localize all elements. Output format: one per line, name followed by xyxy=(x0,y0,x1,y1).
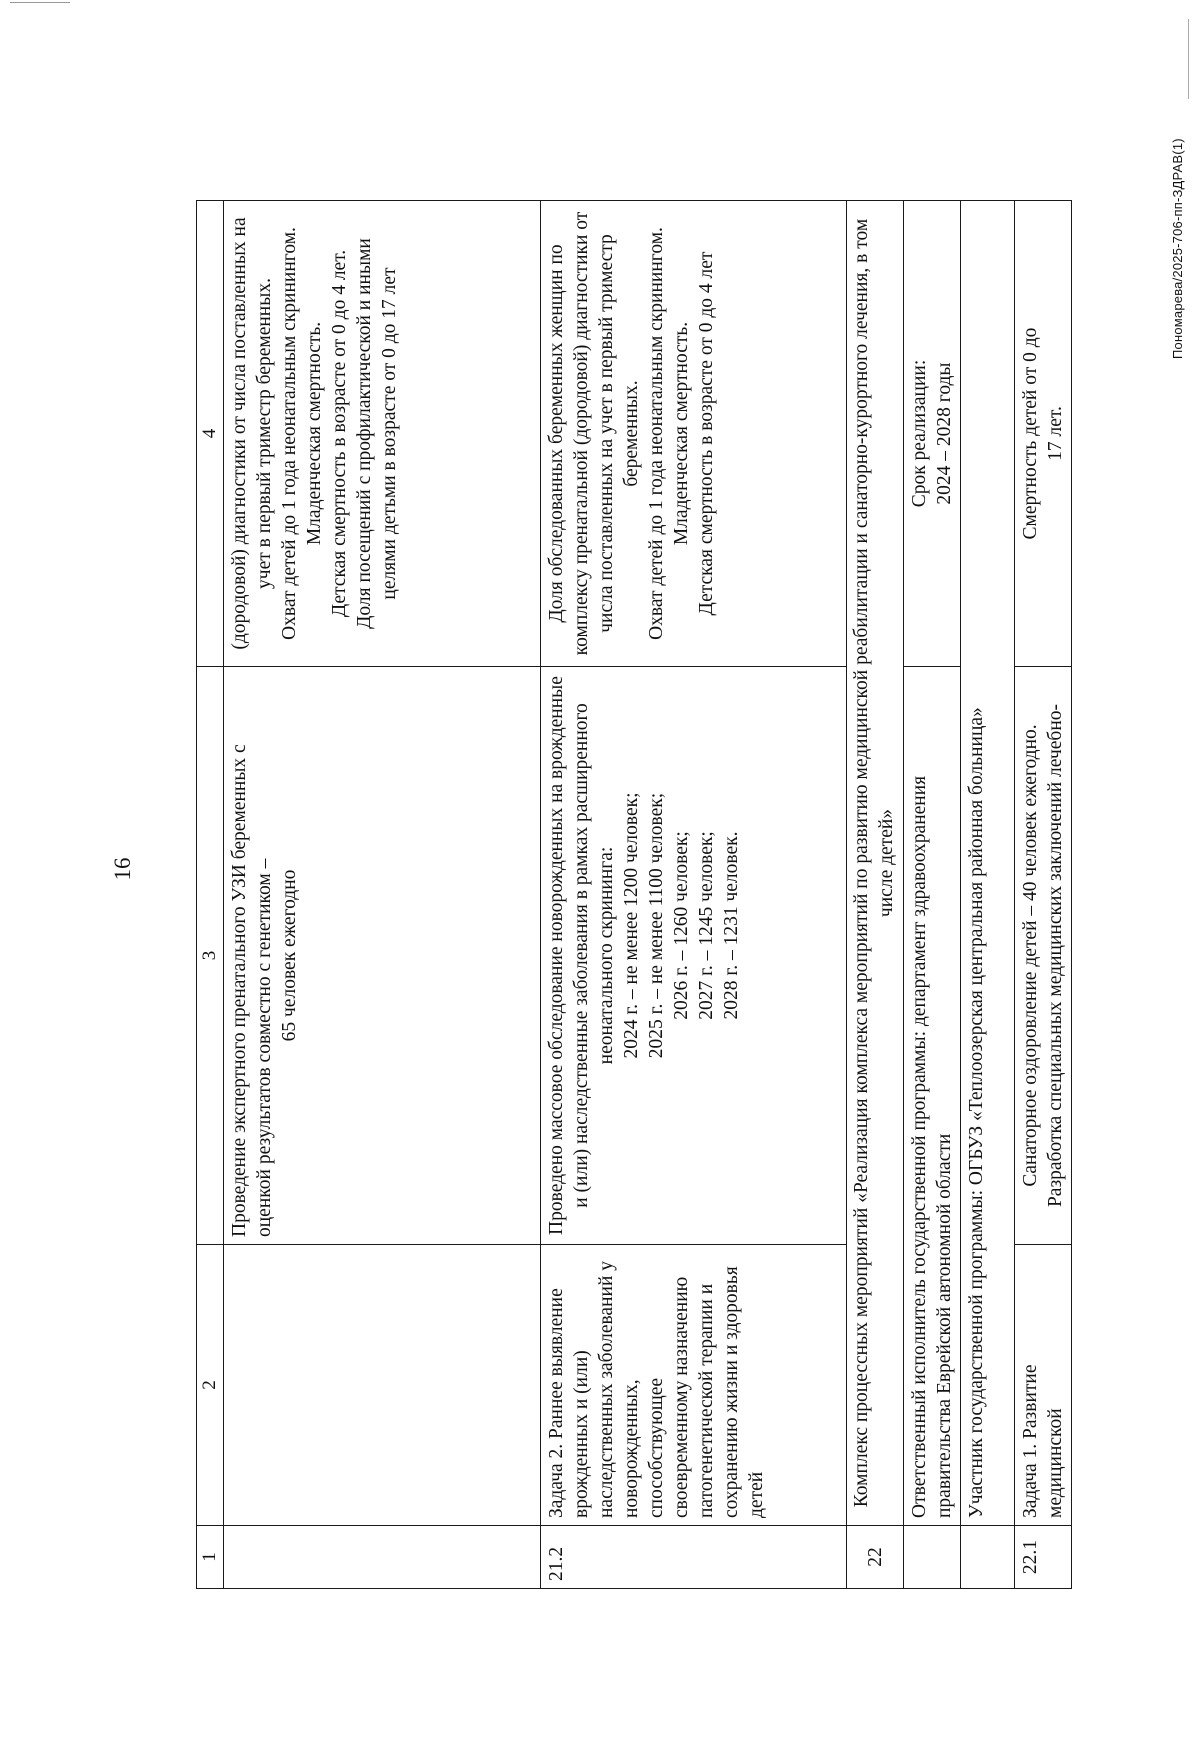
row-number-cell xyxy=(224,1526,541,1589)
table-row xyxy=(961,201,1015,1589)
page-number: 16 xyxy=(110,857,135,881)
header-row xyxy=(197,201,224,1589)
list-item: 2026 г. – 1260 человек; xyxy=(671,831,692,1020)
result-cell xyxy=(541,667,847,1245)
row-number-cell xyxy=(904,1526,961,1589)
table-row xyxy=(224,201,541,1589)
column-header: 4 xyxy=(197,201,224,667)
indicator-text: Охват детей до 1 года неонатальным скринингом. xyxy=(279,227,300,640)
column-header: 1 xyxy=(197,1526,224,1589)
column-header: 2 xyxy=(197,1245,224,1526)
row-number-cell: 22 xyxy=(847,1526,904,1589)
result-cell xyxy=(224,667,541,1245)
result-text: Проведено массовое обследование новорожденных на врожденные и (или) наследственные заболевания в рамках расширенного неонатального скрининга: xyxy=(546,676,617,1235)
table-row xyxy=(904,201,961,1589)
indicator-text: Доля посещений с профилактической и иными целями детьми в возрасте от 0 до 17 лет xyxy=(354,238,400,629)
result-text: Санаторное оздоровление детей – 40 человек ежегодно. xyxy=(1020,724,1041,1187)
program-table xyxy=(196,200,1072,1589)
term-value: 2024 – 2028 годы xyxy=(934,362,955,505)
row-number-cell xyxy=(961,1526,1015,1589)
indicator-cell xyxy=(224,201,541,667)
indicator-text: Младенческая смертность. xyxy=(304,321,325,546)
table-row xyxy=(541,201,847,1589)
result-text: Проведение экспертного пренатального УЗИ беременных с оценкой результатов совместно с генетиком – xyxy=(229,744,275,1237)
task-cell: Задача 2. Раннее выявление врожденных и (или) наследственных заболеваний у новорожденных, способствующее своевременному назначению патогенетической терапии и сохранению жизни и здоровья детей xyxy=(541,1245,847,1526)
list-item: 2027 г. – 1245 человек; xyxy=(696,831,717,1020)
indicator-text: Охват детей до 1 года неонатальным скринингом. xyxy=(646,227,667,640)
scan-artifact-line xyxy=(1188,19,1189,99)
result-cell xyxy=(1015,667,1072,1245)
task-cell xyxy=(224,1245,541,1526)
list-item: 2024 г. – не менее 1200 человек; xyxy=(621,792,642,1059)
row-number-cell: 22.1 xyxy=(1015,1526,1072,1589)
term-label: Срок реализации: xyxy=(909,359,930,508)
table-row xyxy=(1015,201,1072,1589)
indicator-cell: Смертность детей от 0 до 17 лет. xyxy=(1015,201,1072,667)
document-id: Пономарева/2025-706-пп-ЗДРАВ(1) xyxy=(1170,138,1185,359)
result-text: Разработка специальных медицинских заключений лечебно- xyxy=(1045,703,1066,1208)
indicator-text: Доля обследованных беременных женщин по комплексу пренатальной (дородовой) диагностики от числа поставленных на учет в первый триместр беременных. xyxy=(546,211,642,656)
complex-title-cell: Комплекс процессных мероприятий «Реализация комплекса мероприятий по развитию медицинской реабилитации и санаторно-курортного лечения, в том числе детей» xyxy=(847,201,904,1526)
indicator-text: (дородовой) диагностики от числа поставленных на учет в первый триместр беременных. xyxy=(229,217,275,650)
indicator-text: Младенческая смертность. xyxy=(671,321,692,546)
indicator-text: Детская смертность в возрасте от 0 до 4 лет xyxy=(696,251,717,616)
row-number-cell: 21.2 xyxy=(541,1526,847,1589)
result-list xyxy=(619,674,744,1237)
indicator-text: Детская смертность в возрасте от 0 до 4 лет. xyxy=(329,249,350,618)
task-cell: Задача 1. Развитие медицинской xyxy=(1015,1245,1072,1526)
list-item: 2028 г. – 1231 человек. xyxy=(721,831,742,1020)
table-row xyxy=(847,201,904,1589)
term-cell xyxy=(904,201,961,667)
participant-cell: Участник государственной программы: ОГБУЗ «Теплоозерская центральная районная больница» xyxy=(961,201,1015,1526)
column-header: 3 xyxy=(197,667,224,1245)
scan-artifact-line xyxy=(10,2,70,3)
list-item: 2025 г. – не менее 1100 человек; xyxy=(646,792,667,1059)
result-text: 65 человек ежегодно xyxy=(279,869,300,1042)
indicator-cell xyxy=(541,201,847,667)
responsible-cell: Ответственный исполнитель государственной программы: департамент здравоохранения правительства Еврейской автономной области xyxy=(904,667,961,1526)
